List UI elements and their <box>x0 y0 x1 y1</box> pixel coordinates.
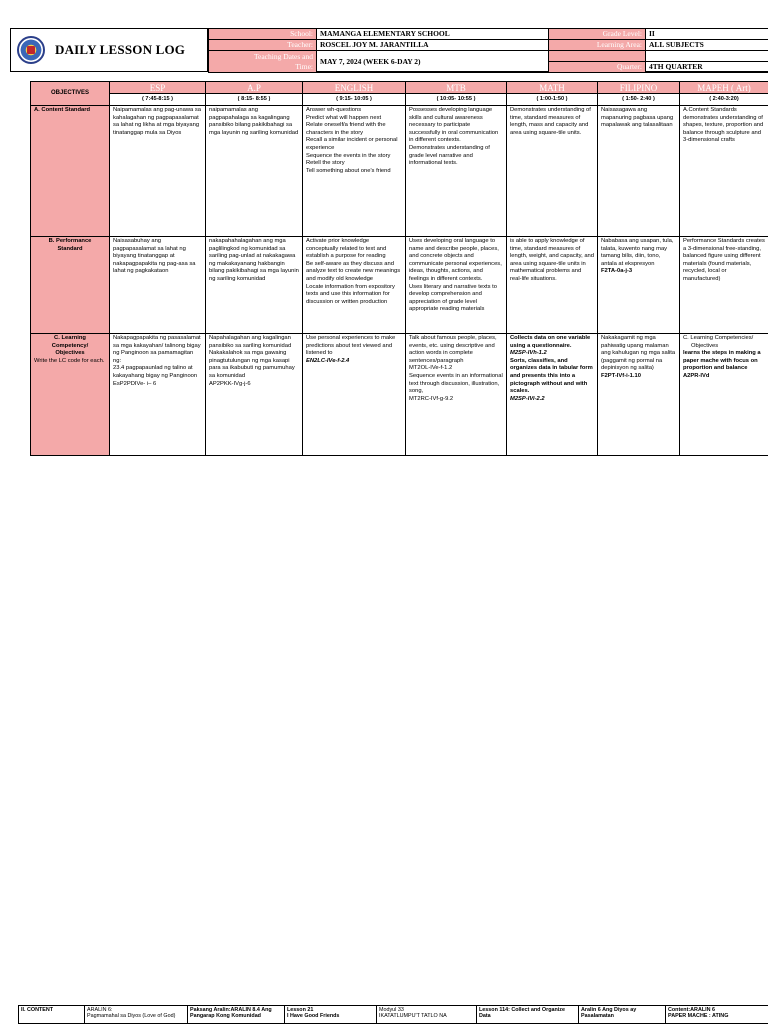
blank-value <box>645 51 768 62</box>
learning-area-value: ALL SUBJECTS <box>645 40 768 51</box>
cell-mtb-content <box>406 106 507 237</box>
cell-text: Pasalamatan <box>581 1013 614 1020</box>
dates-label-line1: Teaching Dates and <box>253 51 313 61</box>
cell-text: learns the steps in making a paper mache with focus on proportion and balance <box>683 350 761 372</box>
cell-text: is able to apply knowledge of time, standard measures of length, weight, and capacity, and area using square-tile units in mathematical problems and real-life situations. <box>510 238 595 282</box>
lc-code: EN2LC-IVe-f-2.4 <box>306 357 350 364</box>
lc-code: F2PT-IVf-i-1.10 <box>601 372 641 379</box>
blank-label <box>548 51 645 62</box>
cell-text: A.Content Standards demonstrates understanding of shapes, texture, proportion and balance through sculpture and 3-dimensional crafts <box>683 107 764 144</box>
cell-text: Objectives <box>683 342 719 349</box>
subject-header-row <box>31 82 768 106</box>
cell-math-competency <box>507 334 598 456</box>
cell-text: Uses developing oral language to name and describe people, places, and concrete objects and communicate personal experiences, ideas, thoughts, actions, and feelings in different contexts. <box>409 238 502 282</box>
lesson-log-table <box>30 81 768 456</box>
subject-time: ( 7:45-8:15 ) <box>110 94 205 105</box>
content-filipino <box>579 1006 666 1024</box>
lc-code: AP2PKK-IVg-j-6 <box>209 380 251 387</box>
school-value: MAMANGA ELEMENTARY SCHOOL <box>316 29 548 40</box>
header-info-grid <box>208 28 768 72</box>
dates-label <box>208 51 316 73</box>
cell-mtb-competency <box>406 334 507 456</box>
content-ap <box>188 1006 285 1024</box>
cell-text: Naisasabuhay ang pagpapasalamat sa lahat ng biyayang tinatanggap at nakapagpapakita ng pag-asa sa lahat ng pagkakataon <box>113 238 196 275</box>
deped-seal-icon <box>17 36 45 64</box>
subject-name: ENGLISH <box>303 82 405 94</box>
learning-area-label: Learning Area: <box>548 40 645 51</box>
cell-text: Sorts, classifies, and organizes data in tabular form and presents this into a pictograph without and with scales. <box>510 357 593 395</box>
content-mtb <box>377 1006 477 1024</box>
cell-text: Pangarap Kong Komunidad <box>190 1013 261 1020</box>
cell-text: I Have Good Friends <box>287 1013 340 1020</box>
cell-text: Retell the story <box>306 160 345 167</box>
teacher-label: Teacher: <box>208 40 316 51</box>
content-label: II. CONTENT <box>19 1006 85 1024</box>
row-label-text: C. Learning <box>54 335 86 341</box>
subject-name: FILIPINO <box>598 82 679 94</box>
subject-time: ( 1:00-1:50 ) <box>507 94 597 105</box>
cell-text: Be self-aware as they discuss and analyze text to create new meanings and modify old knowledge <box>306 260 401 282</box>
cell-text: Nababasa ang usapan, tula, talata, kuwento nang may tamang bilis, diin, tono, antala at ekspresyon <box>601 238 674 267</box>
cell-english-content <box>303 106 406 237</box>
cell-esp-performance <box>110 237 206 334</box>
cell-text: Use personal experiences to make predictions about text viewed and listened to <box>306 335 396 357</box>
cell-text: Collects data on one variable using a questionnaire. <box>510 335 591 349</box>
cell-text: Napahalagahan ang kagalingan pansibiko sa sariling komunidad <box>209 335 292 349</box>
cell-text: Lesson 21 <box>287 1007 314 1013</box>
row-label-performance-standard <box>31 237 110 334</box>
content-standard-row <box>31 106 768 237</box>
cell-text: Pagmamahal sa Diyos (Love of God) <box>87 1013 176 1020</box>
subject-time: ( 1:50- 2:40 ) <box>598 94 679 105</box>
cell-text: ARALIN 6: <box>87 1007 113 1013</box>
subject-name: MAPEH ( Art) <box>680 82 768 94</box>
subject-time: ( 10:05- 10:55 ) <box>406 94 506 105</box>
cell-math-content <box>507 106 598 237</box>
quarter-value: 4TH QUARTER <box>645 62 768 73</box>
cell-text: PAPER MACHE : ATING <box>668 1013 729 1020</box>
cell-text: Predict what will happen next <box>306 114 382 121</box>
cell-ap-performance <box>206 237 303 334</box>
subject-time: ( 9:15- 10:05 ) <box>303 94 405 105</box>
subject-name: A.P <box>206 82 302 94</box>
cell-math-performance <box>507 237 598 334</box>
content-english <box>285 1006 377 1024</box>
cell-english-performance <box>303 237 406 334</box>
school-label: School: <box>208 29 316 40</box>
cell-text: Nakakagamit ng mga pahiwatig upang malaman ang kahulugan ng mga salita (paggamit ng pormal na depinisyon ng salita) <box>601 335 676 372</box>
subject-header-ap <box>206 82 303 106</box>
subject-header-math <box>507 82 598 106</box>
lc-code: M2SP-IVh-1.2 <box>510 350 547 357</box>
quarter-label: Quarter: <box>548 62 645 73</box>
cell-text: Lesson 114: Collect and Organize <box>479 1007 565 1013</box>
cell-text: Sequence the events in the story <box>306 152 391 159</box>
row-label-note: Write the LC code for each. <box>34 357 105 364</box>
cell-text: Possesses developing language skills and cultural awareness necessary to participate successfully in oral communication in different contexts. <box>409 107 499 144</box>
subject-header-filipino <box>598 82 680 106</box>
cell-text: Relate oneself/a friend with the characters in the story <box>306 122 386 136</box>
cell-text: Nakakalahok sa mga gawaing pinagtutulungan ng mga kasapi para sa ikabubuti ng pamumuhay sa komunidad <box>209 350 295 379</box>
cell-text: naipamamalas ang pagpapahalaga sa kagalingang pansibiko bilang pakikibahagi sa mga layunin ng sariling komunidad <box>209 107 299 136</box>
cell-text: Uses literary and narrative texts to develop comprehension and appreciation of grade level appropriate reading materials <box>409 283 497 313</box>
cell-text: Paksang Aralin:ARALIN 8.4 Ang <box>190 1007 272 1013</box>
title-block <box>10 28 208 72</box>
cell-esp-content <box>110 106 206 237</box>
objectives-header: OBJECTIVES <box>31 82 110 106</box>
cell-text: Demonstrates understanding of time, standard measures of length, mass and capacity and area using square-tile units. <box>510 107 591 136</box>
row-label-text: Standard <box>57 245 83 252</box>
subject-header-english <box>303 82 406 106</box>
row-label-text: Objectives <box>55 350 85 357</box>
cell-text: Answer wh-questions <box>306 107 362 113</box>
cell-english-competency <box>303 334 406 456</box>
learning-competency-row <box>31 334 768 456</box>
cell-filipino-performance <box>598 237 680 334</box>
cell-ap-content <box>206 106 303 237</box>
page-title: DAILY LESSON LOG <box>55 42 186 57</box>
performance-standard-row <box>31 237 768 334</box>
cell-text: Talk about famous people, places, events, etc. using descriptive and action words in complete sentences/paragraph <box>409 335 497 364</box>
subject-name: ESP <box>110 82 205 94</box>
cell-mapeh-competency <box>680 334 768 456</box>
cell-ap-competency <box>206 334 303 456</box>
cell-filipino-competency <box>598 334 680 456</box>
cell-text: Naisasagawa ang mapanuring pagbasa upang mapalawak ang talasalitaan <box>601 107 674 129</box>
dates-label-line2: Time: <box>295 61 313 71</box>
grade-value: II <box>645 29 768 40</box>
lc-code: F2TA-0a-j-3 <box>601 268 633 275</box>
cell-mapeh-content <box>680 106 768 237</box>
cell-text: Naipamamalas ang pag-unawa sa kahalagahan ng pagpapasalamat sa lahat ng likha at mga biyayang tinatanggap mula sa Diyos <box>113 107 201 136</box>
cell-text: Sequence events in an informational text through discussion, illustration, song, <box>409 372 503 395</box>
cell-text: Recall a similar incident or personal experience <box>306 137 398 151</box>
cell-text: Locate information from expository texts and use this information for discussion or written production <box>306 283 395 305</box>
content-math <box>477 1006 579 1024</box>
cell-text: nakapahahalagahan ang mga paglilingkod ng komunidad sa sariling pag-unlad at nakakagawa ng makakayanang hakbangin bilang pakikibahagi sa mga layunin ng sariling komunidad <box>209 238 299 282</box>
subject-time: ( 2:40-3:20) <box>680 94 768 105</box>
cell-text: 23.4 pagpapaunlad ng talino at kakayahang bigay ng Panginoon <box>113 365 198 379</box>
cell-text: Tell something about one's friend <box>306 167 391 174</box>
row-label-text: A. Content Standard <box>34 107 91 113</box>
lc-code: M2SP-IVi-2.2 <box>510 395 545 402</box>
cell-text: C. Learning Competencies/ <box>683 335 754 341</box>
cell-filipino-content <box>598 106 680 237</box>
subject-time: ( 8:15- 8:55 ) <box>206 94 302 105</box>
row-label-content-standard <box>31 106 110 237</box>
content-mapeh <box>666 1006 768 1024</box>
subject-name: MTB <box>406 82 506 94</box>
row-label-text: B. Performance <box>48 238 92 244</box>
cell-mtb-performance <box>406 237 507 334</box>
cell-text: Performance Standards creates a 3-dimensional free-standing, balanced figure using different materials (found materials, recycled, local or manufactured) <box>683 238 765 282</box>
cell-text: Modyul 33 <box>379 1007 404 1013</box>
teacher-value: ROSCEL JOY M. JARANTILLA <box>316 40 548 51</box>
subject-header-esp <box>110 82 206 106</box>
lc-code: EsP2PDIVe- i– 6 <box>113 380 157 387</box>
lc-code: MT2RC-IVf-g-9.2 <box>409 395 454 402</box>
row-label-text: Competency/ <box>51 342 89 349</box>
cell-text: Aralin 6 Ang Diyos ay <box>581 1007 637 1013</box>
subject-header-mapeh <box>680 82 768 106</box>
cell-text: Demonstrates understanding of grade level narrative and informational texts. <box>409 144 490 167</box>
lc-code: MT2OL-IVe-f-1.2 <box>409 365 453 372</box>
cell-text: Activate prior knowledge conceptually related to text and establish a purpose for reading <box>306 238 387 260</box>
cell-esp-competency <box>110 334 206 456</box>
row-label-learning-competency <box>31 334 110 456</box>
lc-code: A2PR-IVd <box>683 372 710 379</box>
dates-value: MAY 7, 2024 (WEEK 6-DAY 2) <box>316 51 548 73</box>
cell-text: IKATATLUMPU'T TATLO NA <box>379 1013 447 1020</box>
cell-mapeh-performance <box>680 237 768 334</box>
subject-name: MATH <box>507 82 597 94</box>
cell-text: Content:ARALIN 6 <box>668 1007 716 1013</box>
cell-text: Nakapagpapakita ng pasasalamat sa mga kakayahan/ talinong bigay ng Panginoon sa pamamagitan ng: <box>113 335 201 364</box>
grade-label: Grade Level: <box>548 29 645 40</box>
content-row <box>18 1005 768 1024</box>
content-esp <box>85 1006 188 1024</box>
cell-text: Data <box>479 1013 491 1020</box>
subject-header-mtb <box>406 82 507 106</box>
